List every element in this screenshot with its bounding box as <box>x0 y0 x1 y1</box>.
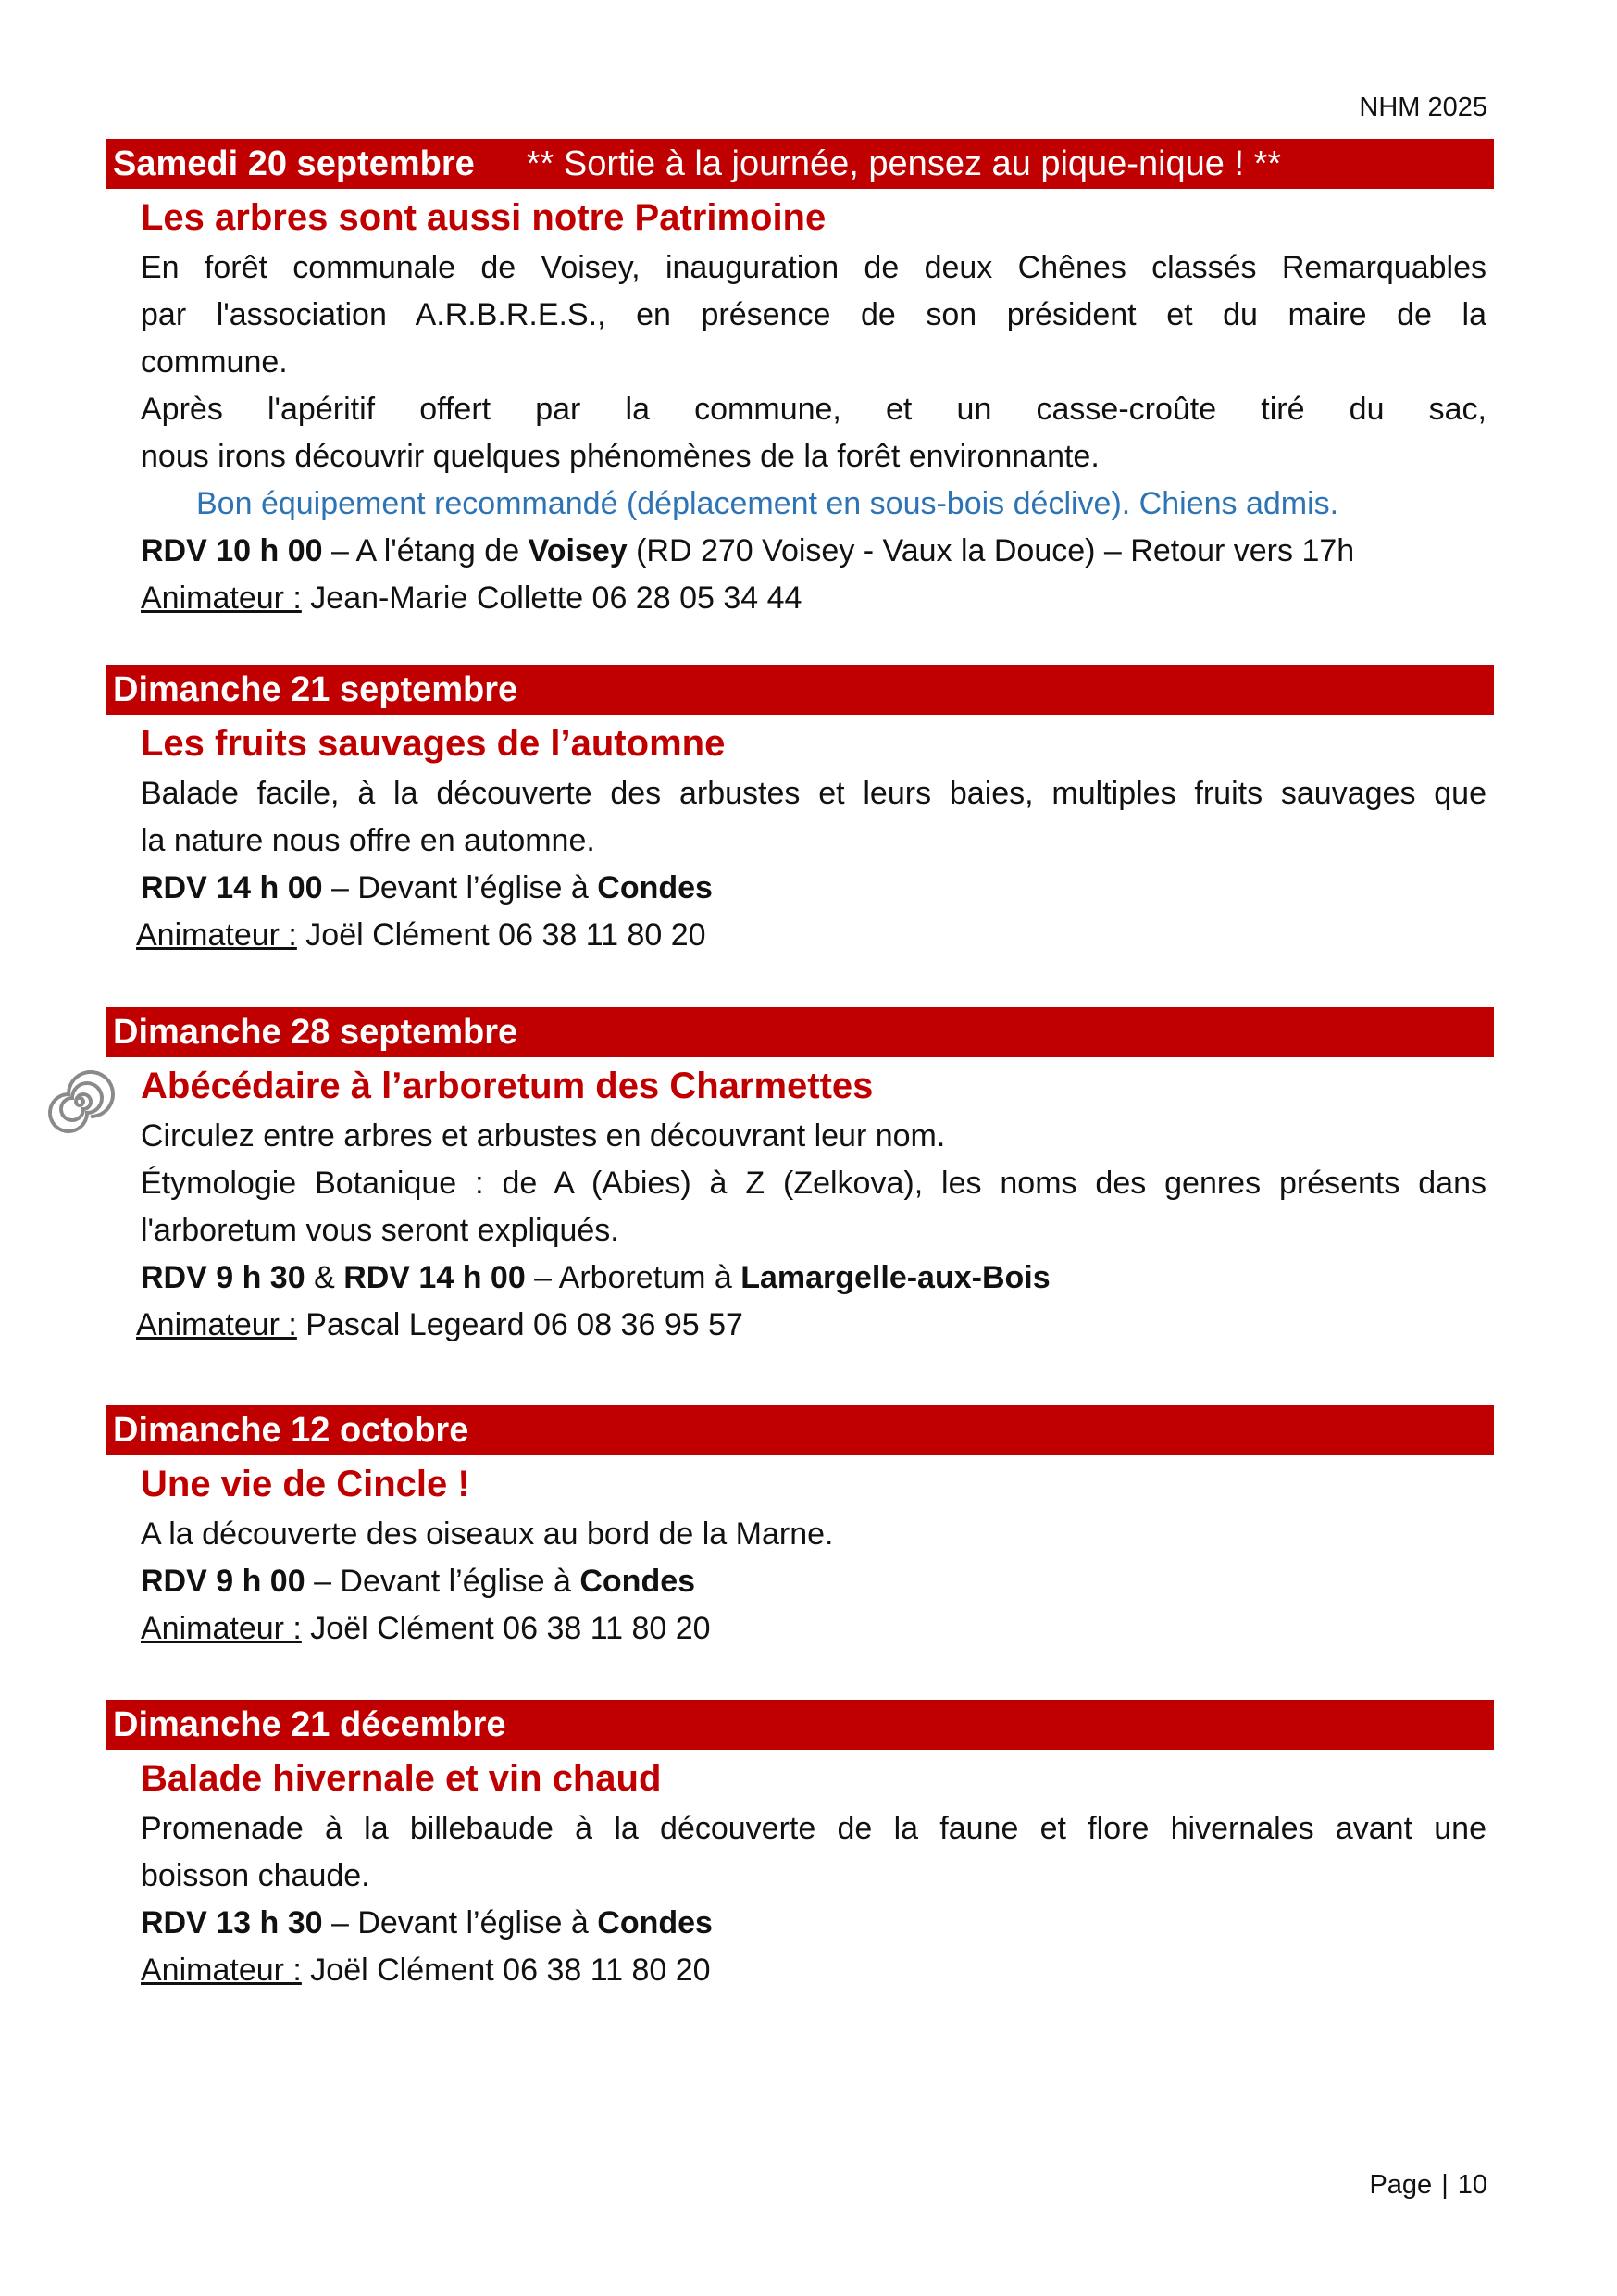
event-description-line: par l'association A.R.B.R.E.S., en présence de son président et du maire de la <box>141 297 1486 332</box>
rdv-text: & <box>305 1260 344 1295</box>
page-footer <box>1369 2170 1487 2201</box>
animator-label: Animateur : <box>141 1611 302 1646</box>
event-date: Dimanche 12 octobre <box>113 1411 469 1450</box>
event-description-line: commune. <box>141 344 288 380</box>
rdv-text: – Devant l’église à <box>322 1905 598 1940</box>
event-dimanche-21-decembre <box>106 1700 1494 1994</box>
rdv-place: Lamargelle-aux-Bois <box>740 1260 1051 1295</box>
event-animator <box>136 1302 1486 1349</box>
event-animator <box>141 1605 1486 1653</box>
event-rdv <box>141 1254 1486 1302</box>
rdv-place: Condes <box>597 870 713 905</box>
event-title: Les fruits sauvages de l’automne <box>141 723 726 764</box>
event-date: Dimanche 28 septembre <box>113 1013 518 1052</box>
event-dimanche-28-septembre <box>106 1007 1494 1349</box>
rdv-time: RDV 10 h 00 <box>141 533 323 568</box>
animator-name: Joël Clément 06 38 11 80 20 <box>301 1953 711 1988</box>
page-separator: | <box>1441 2170 1449 2200</box>
event-samedi-20-septembre <box>106 139 1494 622</box>
rdv-text: – A l'étang de <box>322 533 529 568</box>
event-title: Une vie de Cincle ! <box>141 1464 470 1504</box>
event-title: Balade hivernale et vin chaud <box>141 1758 662 1799</box>
event-dimanche-12-octobre <box>106 1405 1494 1653</box>
rdv-time: RDV 13 h 30 <box>141 1905 323 1940</box>
event-note: ** Sortie à la journée, pensez au pique-nique ! ** <box>526 144 1282 183</box>
event-description-line: Circulez entre arbres et arbustes en découvrant leur nom. <box>141 1118 946 1154</box>
rdv-text: (RD 270 Voisey - Vaux la Douce) – Retour vers 17h <box>627 533 1355 568</box>
rdv-time: RDV 9 h 30 <box>141 1260 305 1295</box>
animator-label: Animateur : <box>141 1953 302 1988</box>
rdv-place: Condes <box>597 1905 713 1940</box>
rdv-place: Condes <box>579 1564 696 1599</box>
rdv-time: RDV 14 h 00 <box>343 1260 526 1295</box>
event-description-line: l'arboretum vous seront expliqués. <box>141 1213 619 1248</box>
event-date-bar <box>106 665 1494 715</box>
rdv-text: – Arboretum à <box>525 1260 741 1295</box>
animator-label: Animateur : <box>136 917 297 953</box>
event-animator <box>141 575 1486 622</box>
event-rdv <box>141 528 1486 575</box>
page-header: NHM 2025 <box>1359 93 1487 122</box>
event-description-line: boisson chaude. <box>141 1858 370 1893</box>
event-rdv <box>141 1558 1486 1605</box>
event-date-bar <box>106 1700 1494 1750</box>
event-date: Dimanche 21 décembre <box>113 1705 506 1744</box>
page-label: Page <box>1369 2170 1433 2200</box>
event-title: Les arbres sont aussi notre Patrimoine <box>141 197 827 238</box>
event-description-line: Balade facile, à la découverte des arbustes et leurs baies, multiples fruits sauvages que <box>141 776 1486 811</box>
event-description-line: la nature nous offre en automne. <box>141 823 595 858</box>
rdv-text: – Devant l’église à <box>305 1564 580 1599</box>
rdv-place: Voisey <box>528 533 628 568</box>
event-description-line: Promenade à la billebaude à la découverte de la faune et flore hivernales avant une <box>141 1811 1486 1846</box>
animator-name: Joël Clément 06 38 11 80 20 <box>296 917 706 953</box>
event-description-line: Après l'apéritif offert par la commune, et un casse-croûte tiré du sac, <box>141 392 1486 427</box>
animator-label: Animateur : <box>136 1307 297 1342</box>
event-animator <box>136 912 1486 959</box>
event-date-bar <box>106 139 1494 189</box>
event-dimanche-21-septembre <box>106 665 1494 959</box>
event-description-line: En forêt communale de Voisey, inauguration de deux Chênes classés Remarquables <box>141 250 1486 285</box>
event-description-line: Étymologie Botanique : de A (Abies) à Z (Zelkova), les noms des genres présents dans <box>141 1166 1486 1201</box>
animator-name: Pascal Legeard 06 08 36 95 57 <box>296 1307 743 1342</box>
event-description-line: A la découverte des oiseaux au bord de la Marne. <box>141 1516 834 1552</box>
rdv-time: RDV 9 h 00 <box>141 1564 305 1599</box>
event-rdv <box>141 865 1486 912</box>
event-date-bar <box>106 1007 1494 1057</box>
page-number: 10 <box>1457 2170 1487 2200</box>
event-description-line: nous irons découvrir quelques phénomènes de la forêt environnante. <box>141 439 1100 474</box>
event-equipment-note: Bon équipement recommandé (déplacement en sous-bois déclive). Chiens admis. <box>196 486 1339 521</box>
event-rdv <box>141 1900 1486 1947</box>
event-date: Samedi 20 septembre <box>113 144 475 183</box>
animator-name: Joël Clément 06 38 11 80 20 <box>301 1611 711 1646</box>
rdv-time: RDV 14 h 00 <box>141 870 323 905</box>
rdv-text: – Devant l’église à <box>322 870 598 905</box>
event-title: Abécédaire à l’arboretum des Charmettes <box>141 1066 874 1106</box>
animator-name: Jean-Marie Collette 06 28 05 34 44 <box>301 580 802 616</box>
event-date-bar <box>106 1405 1494 1455</box>
event-date: Dimanche 21 septembre <box>113 670 518 709</box>
event-animator <box>141 1947 1486 1994</box>
animator-label: Animateur : <box>141 580 302 616</box>
